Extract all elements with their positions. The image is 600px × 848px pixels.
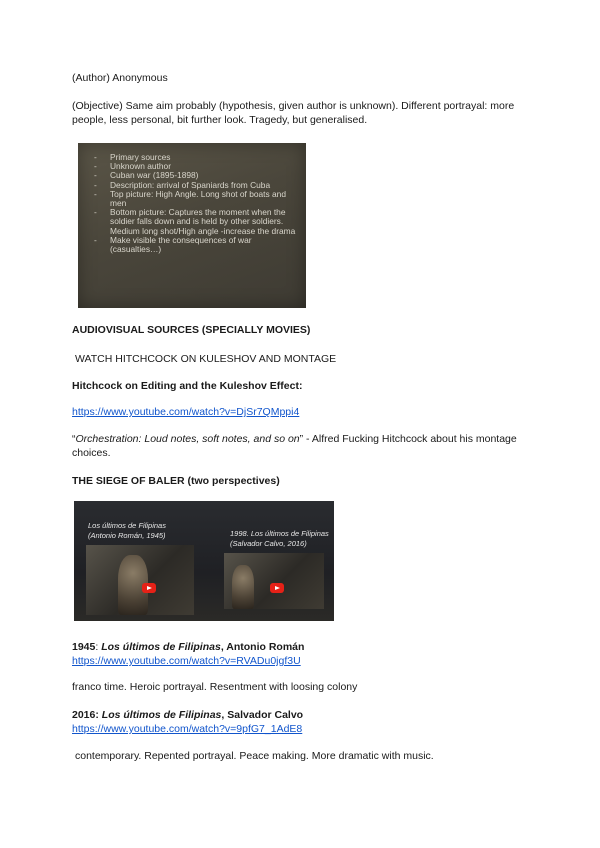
slide-bullet-text: Medium long shot/High angle -increase the drama xyxy=(110,225,296,236)
slide-right-subtitle: (Salvador Calvo, 2016) xyxy=(230,539,307,548)
film-1945-sep: : xyxy=(95,641,102,653)
bullet-dash: - xyxy=(94,152,97,162)
slide-right-title: 1998. Los últimos de Filipinas xyxy=(230,529,329,538)
film-still-2016 xyxy=(224,553,324,609)
film-1945-note: franco time. Heroic portrayal. Resentment with loosing colony xyxy=(72,681,358,693)
slide-bullet-text: Make visible the consequences of war (casualties…) xyxy=(110,234,252,255)
soldier-figure xyxy=(232,565,254,609)
bullet-dash: - xyxy=(94,234,97,245)
bullet-dash: - xyxy=(94,207,97,218)
film-2016-year: 2016: xyxy=(72,709,102,721)
slide-photo-primary-sources xyxy=(78,143,306,308)
author-line: (Author) Anonymous xyxy=(72,72,168,84)
slide-bullet-text: Unknown author xyxy=(110,161,171,172)
film-2016-note: contemporary. Repented portrayal. Peace making. More dramatic with music. xyxy=(75,750,434,762)
hitchcock-heading: Hitchcock on Editing and the Kuleshov Effect: xyxy=(72,380,303,392)
slide-bullet-text: Cuban war (1895-1898) xyxy=(110,170,199,181)
hitchcock-quote xyxy=(72,432,528,460)
play-icon[interactable] xyxy=(270,583,284,593)
film-2016-heading xyxy=(72,708,528,722)
slide-bullet-text: Top picture: High Angle. Long shot of boats and men xyxy=(110,188,286,209)
quote-open-mark: “ xyxy=(72,433,76,445)
film-1945-director: , Antonio Román xyxy=(220,641,305,653)
heading-audiovisual-sources: AUDIOVISUAL SOURCES (SPECIALLY MOVIES) xyxy=(72,324,311,336)
slide-bullet-list xyxy=(92,153,302,254)
quote-italic-text: Orchestration: Loud notes, soft notes, and so on xyxy=(75,433,300,445)
slide-bullet-text: Description: arrival of Spaniards from Cuba xyxy=(110,179,271,190)
bullet-dash: - xyxy=(94,179,97,190)
film-1945-youtube-link[interactable]: https://www.youtube.com/watch?v=RVADu0jgf3U xyxy=(72,655,301,667)
film-1945-title: Los últimos de Filipinas xyxy=(101,641,221,653)
film-2016-youtube-link[interactable]: https://www.youtube.com/watch?v=9pfG7_1AdE8 xyxy=(72,723,303,735)
film-2016-title: Los últimos de Filipinas xyxy=(101,709,222,721)
objective-paragraph: (Objective) Same aim probably (hypothesis, given author is unknown). Different portrayal: more people, less personal, bit further look. Tragedy, but generalised. xyxy=(72,100,515,126)
play-icon[interactable] xyxy=(142,583,156,593)
film-1945-year: 1945 xyxy=(72,641,96,653)
bullet-dash: - xyxy=(94,161,97,172)
slide-bullet-text: Primary sources xyxy=(110,152,171,162)
bullet-dash: - xyxy=(94,170,97,181)
slide-left-subtitle: (Antonio Román, 1945) xyxy=(88,531,166,540)
slide-bullet-item xyxy=(92,236,302,254)
watch-hitchcock-line: WATCH HITCHCOCK ON KULESHOV AND MONTAGE xyxy=(75,353,337,365)
quote-attribution: ” - Alfred Fucking Hitchcock about his montage choices. xyxy=(72,433,517,459)
hitchcock-youtube-link[interactable]: https://www.youtube.com/watch?v=DjSr7QMppi4 xyxy=(72,406,300,418)
slide-bullet-item xyxy=(92,208,302,226)
slide-bullet-item xyxy=(92,190,302,208)
slide-left-title: Los últimos de Filipinas xyxy=(88,521,166,530)
film-still-1945 xyxy=(86,545,194,615)
bullet-dash: - xyxy=(94,188,97,199)
film-2016-director: , Salvador Calvo xyxy=(221,709,304,721)
siege-of-baler-heading: THE SIEGE OF BALER (two perspectives) xyxy=(72,475,280,487)
film-1945-heading xyxy=(72,640,528,654)
slide-photo-two-films xyxy=(74,501,334,621)
slide-bullet-text: Bottom picture: Captures the moment when the soldier falls down and is held by other soldiers. xyxy=(110,207,286,227)
